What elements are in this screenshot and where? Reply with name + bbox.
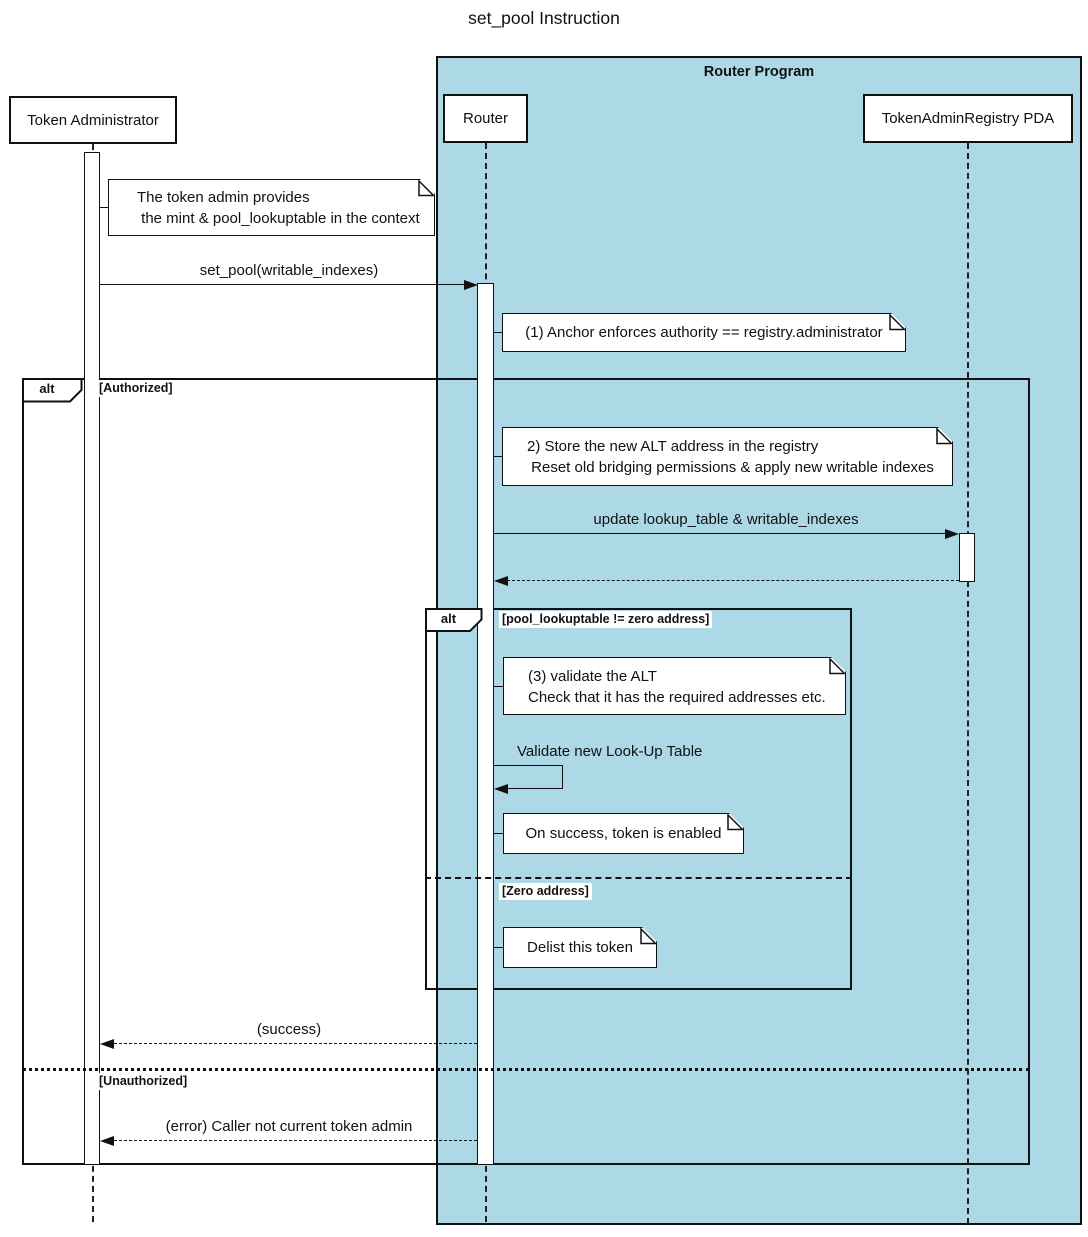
outer-alt-divider [22,1068,1030,1071]
router-activation [477,283,494,1165]
note-delist-line1: Delist this token [527,939,633,956]
message-validate-self-label: Validate new Look-Up Table [517,743,703,760]
note-store [502,427,953,486]
arrowhead-left-icon [494,576,508,586]
arrowhead-left-icon [100,1136,114,1146]
note-anchor-check [502,313,906,352]
note-validate-alt-line2: Check that it has the required addresses etc. [528,689,826,706]
message-update-label: update lookup_table & writable_indexes [593,511,859,528]
arrowhead-right-icon [464,280,478,290]
note-fold-icon [418,180,435,197]
note-store-line2: Reset old bridging permissions & apply new writable indexes [527,459,934,476]
router-program-frame-label: Router Program [703,64,815,80]
note-fold-icon [640,928,657,945]
note-context-line1: The token admin provides [137,189,310,206]
participant-router [443,94,528,143]
arrowhead-left-icon [100,1039,114,1049]
note-enabled-connector [494,833,503,834]
note-validate-connector [494,686,503,687]
message-success-label: (success) [256,1021,322,1038]
message-update-return-line [507,580,959,581]
self-message-bottom-line [507,788,563,789]
outer-alt-pentagon [22,378,83,403]
note-validate-alt-line1: (3) validate the ALT [528,668,657,685]
note-fold-icon [936,428,953,445]
message-update-line [494,533,946,534]
outer-alt-guard-authorized: [Authorized] [96,380,176,397]
participant-token-administrator-label: Token Administrator [27,111,159,129]
message-error-line [114,1140,477,1141]
note-context-line2: the mint & pool_lookuptable in the context [137,210,420,227]
participant-router-label: Router [462,110,509,127]
arrowhead-left-icon [494,784,508,794]
inner-alt-operator: alt [440,611,457,626]
message-set-pool-label: set_pool(writable_indexes) [199,262,379,279]
message-set-pool-line [100,284,465,285]
self-message-top-line [494,765,563,766]
note-fold-icon [829,658,846,675]
note-delist-connector [494,947,503,948]
note-store-line1: 2) Store the new ALT address in the registry [527,438,819,455]
note-delist [503,927,657,968]
outer-alt-guard-unauthorized: [Unauthorized] [96,1073,190,1090]
inner-alt-pentagon [425,608,483,632]
inner-alt-guard-zero: [Zero address] [499,883,592,900]
inner-alt-divider [425,877,852,879]
message-error-label: (error) Caller not current token admin [165,1118,413,1135]
participant-registry-pda-label: TokenAdminRegistry PDA [881,110,1055,127]
inner-alt-guard-not-zero: [pool_lookuptable != zero address] [499,611,712,628]
note-validate-alt [503,657,846,715]
participant-token-administrator [9,96,177,144]
note-enabled [503,813,744,854]
note-context [108,179,435,236]
diagram-title: set_pool Instruction [468,8,620,28]
note-enabled-line1: On success, token is enabled [525,825,722,842]
arrowhead-right-icon [945,529,959,539]
registry-activation [959,533,975,582]
note-anchor-check-line1: (1) Anchor enforces authority == registry.administrator [525,324,883,341]
message-success-line [114,1043,477,1044]
note-fold-icon [727,814,744,831]
self-message-right-line [562,765,563,788]
note-fold-icon [889,314,906,331]
participant-registry-pda [863,94,1073,143]
token-admin-activation [84,152,100,1165]
outer-alt-operator: alt [39,381,55,396]
